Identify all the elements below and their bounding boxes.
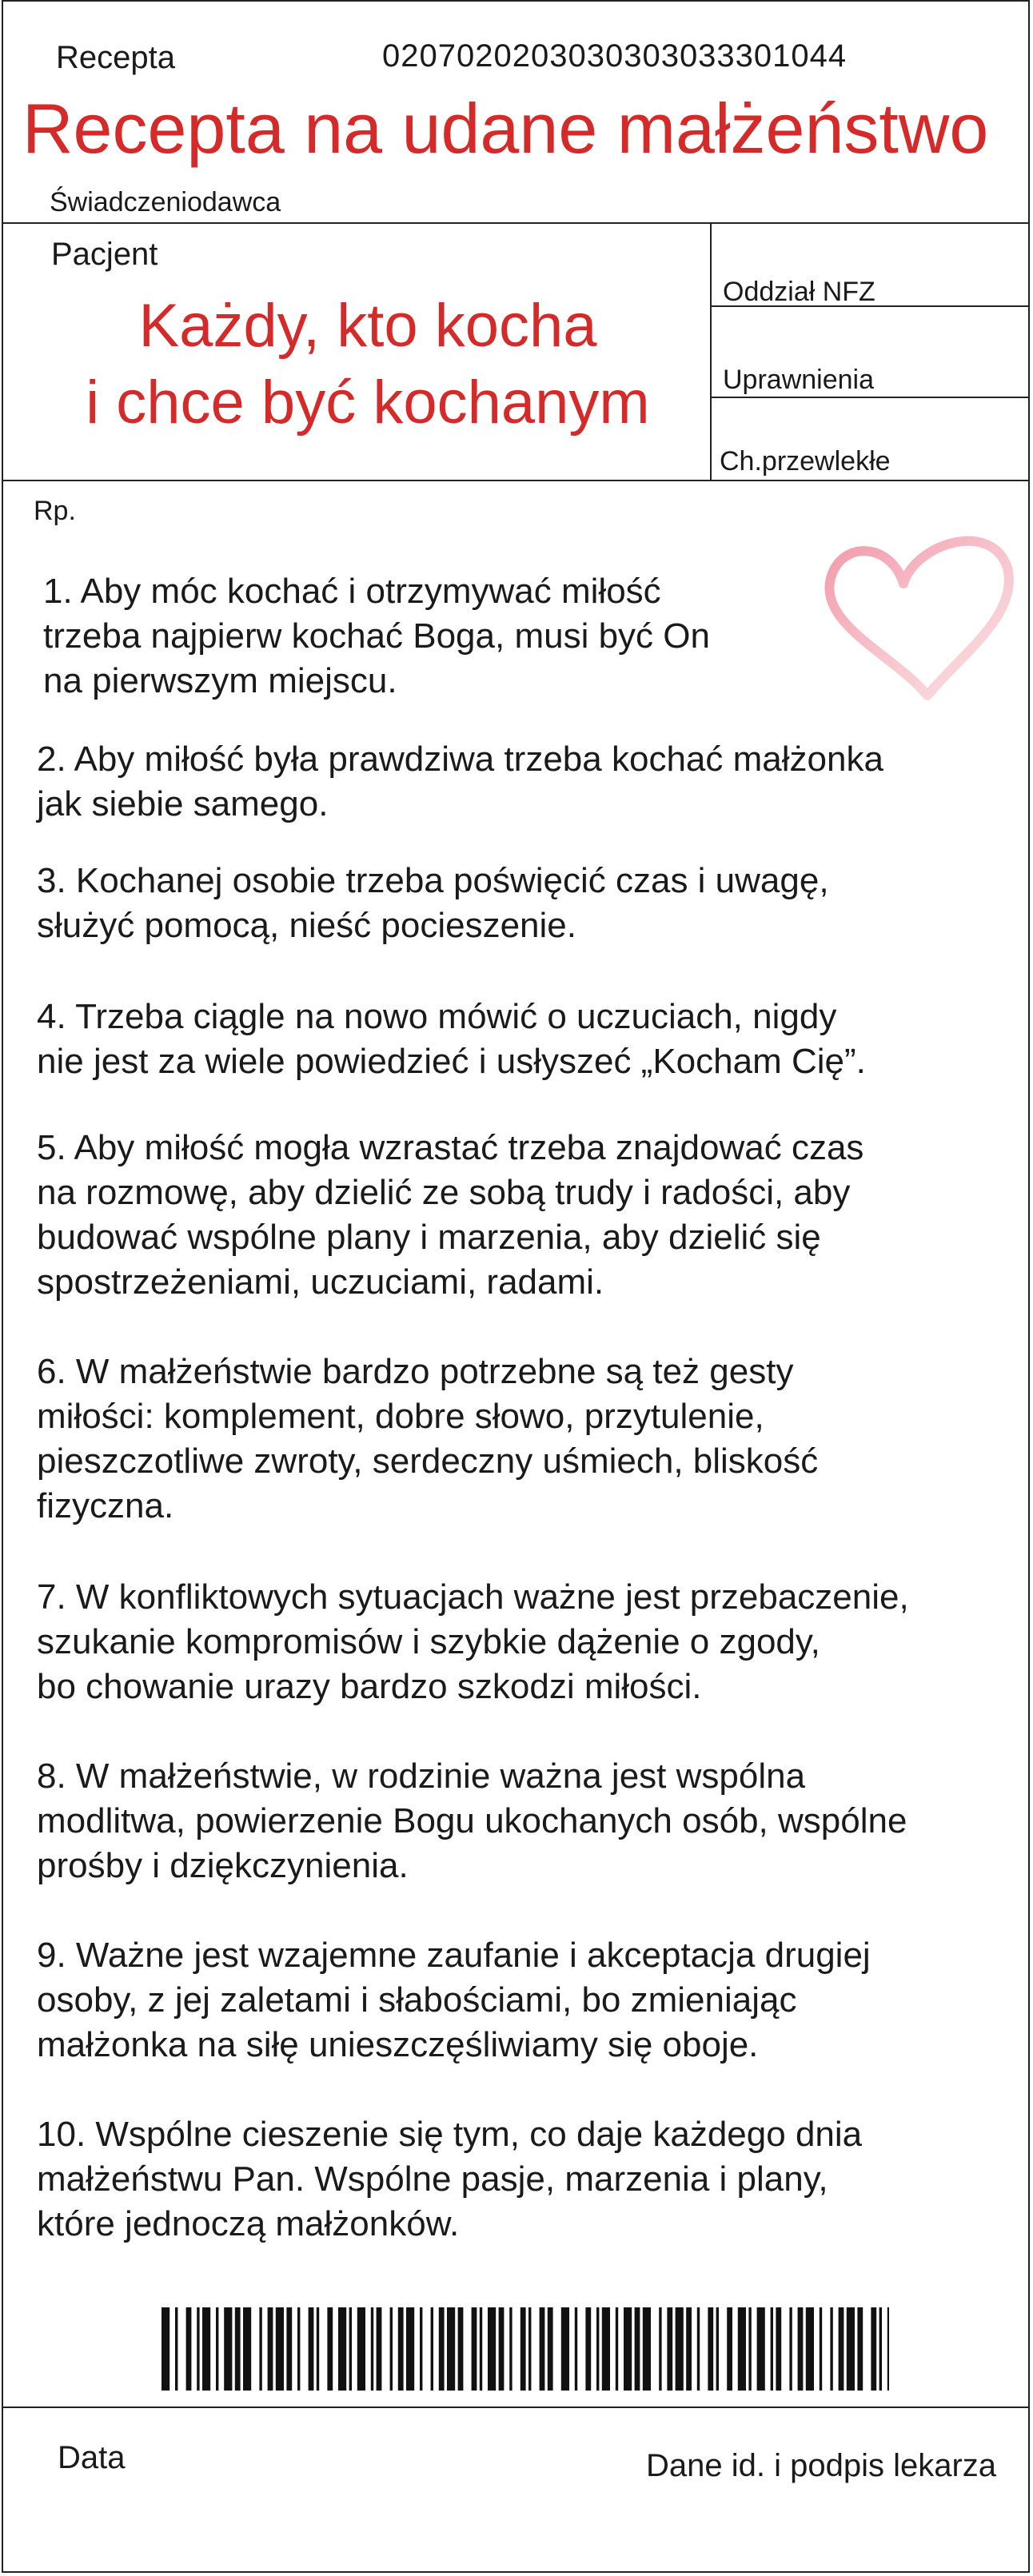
barcode-icon (162, 2307, 889, 2391)
list-item: 9. Ważne jest wzajemne zaufanie i akceptacja drugiej osoby, z jej zaletami i słabościami, bo zmieniając małżonka na siłę unieszczęśliwiamy się oboje. (37, 1936, 871, 2064)
list-item: 3. Kochanej osobie trzeba poświęcić czas i uwagę, służyć pomocą, nieść pocieszenie. (37, 861, 829, 945)
list-item: 6. W małżeństwie bardzo potrzebne są też gesty miłości: komplement, dobre słowo, przytulenie, pieszczotliwe zwroty, serdeczny uśmiech, bliskość fizyczna. (37, 1352, 819, 1525)
divider (2, 2407, 1030, 2408)
prescription-number: 0207020203030303033301044 (382, 38, 848, 74)
nfz-field-label: Oddział NFZ (723, 277, 875, 307)
list-item: 2. Aby miłość była prawdziwa trzeba kochać małżonka jak siebie samego. (37, 740, 883, 823)
divider (710, 397, 1030, 398)
recepta-label: Recepta (56, 40, 175, 75)
list-item: 7. W konfliktowych sytuacjach ważne jest przebaczenie, szukanie kompromisów i szybkie dążenie o zgody, bo chowanie urazy bardzo szkodzi miłości. (37, 1577, 909, 1706)
divider (2, 222, 1030, 224)
list-item: 10. Wspólne cieszenie się tym, co daje każdego dnia małżeństwu Pan. Wspólne pasje, marzenia i plany, które jednoczą małżonków. (37, 2115, 863, 2243)
heart-icon (808, 528, 1023, 712)
patient-name (16, 288, 720, 441)
list-item: 4. Trzeba ciągle na nowo mówić o uczuciach, nigdy nie jest za wiele powiedzieć i usłyszeć „Kocham Cię”. (37, 997, 866, 1081)
signature-label: Dane id. i podpis lekarza (646, 2448, 997, 2483)
divider (2, 480, 1030, 481)
date-label: Data (58, 2440, 126, 2475)
page-title: Recepta na udane małżeństwo (22, 89, 989, 168)
divider (710, 222, 712, 481)
rights-field-label: Uprawnienia (723, 365, 874, 395)
rp-label: Rp. (34, 496, 76, 526)
list-item: 8. W małżeństwie, w rodzinie ważna jest wspólna modlitwa, powierzenie Bogu ukochanych osób, wspólne prośby i dziękczynienia. (37, 1757, 907, 1885)
patient-label: Pacjent (51, 237, 158, 272)
patient-line-1: Każdy, kto kocha (138, 292, 597, 360)
chronic-field-label: Ch.przewlekłe (720, 446, 891, 477)
list-item: 1. Aby móc kochać i otrzymywać miłość trzeba najpierw kochać Boga, musi być On na pierwszym miejscu. (43, 572, 710, 700)
list-item: 5. Aby miłość mogła wzrastać trzeba znajdować czas na rozmowę, aby dzielić ze sobą trudy i radości, aby budować wspólne plany i marzenia, aby dzielić się spostrzeżeniami, uczuciami, radami. (37, 1128, 864, 1302)
patient-line-2: i chce być kochanym (86, 369, 650, 437)
provider-label: Świadczeniodawca (50, 187, 281, 217)
